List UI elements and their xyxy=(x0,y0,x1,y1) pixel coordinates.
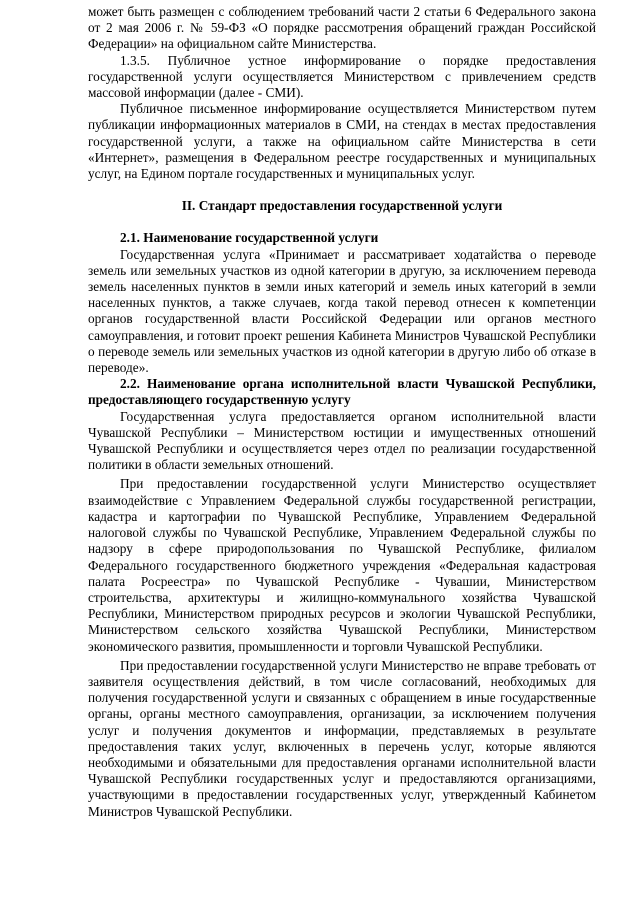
paragraph-service-provider: Государственная услуга предоставляется органом исполнительной власти Чувашской Республики – Министерством юстиции и имущественных отношений Чувашской Республики и осуществляется через отдел по реализации государственной политики в области земельных отношений. xyxy=(88,408,596,473)
subsection-2-1-title: 2.1. Наименование государственной услуги xyxy=(120,230,379,246)
paragraph-prohibitions: При предоставлении государственной услуги Министерство не вправе требовать от заявителя осуществления действий, в том числе согласований, необходимых для получения государственной услуги и связанных с обращением в иные государственные органы, органы местного самоуправления, организации, за исключением получения услуг и получения документов и информации, представляемых в результате предоставления таких услуг, включенных в перечень услуг, которые являются необходимыми и обязательными для предоставления органами исполнительной власти Чувашской Республики государственных услуг и предоставляются организациями, участвующими в предоставлении государственных услуг, утвержденный Кабинетом Министров Чувашской Республики. xyxy=(88,657,596,819)
paragraph-publication-site: может быть размещен с соблюдением требований части 2 статьи 6 Федерального закона от 2 мая 2006 г. № 59-ФЗ «О порядке рассмотрения обращений граждан Российской Федерации» на официальном сайте Министерства. xyxy=(88,4,596,52)
subsection-2-2-title: 2.2. Наименование органа исполнительной власти Чувашской Республики, предоставляющего государственную услугу xyxy=(88,376,596,408)
paragraph-interaction: При предоставлении государственной услуги Министерство осуществляет взаимодействие с Управлением Федеральной службы государственной регистрации, кадастра и картографии по Чувашской Республике, Управлением Федеральной налоговой службы по Чувашской Республике, Управлением Федеральной службы по надзору в сфере природопользования по Чувашской Республике, филиалом Федерального государственного бюджетного учреждения «Федеральная кадастровая палата Росреестра» по Чувашской Республике - Чувашии, Министерством строительства, архитектуры и жилищно-коммунального хозяйства Чувашской Республики, Министерством природных ресурсов и экологии Чувашской Республики, Министерством сельского хозяйства Чувашской Республики, Министерством экономического развития, промышленности и торговли Чувашской Республики. xyxy=(88,476,596,654)
paragraph-written-informing: Публичное письменное информирование осуществляется Министерством путем публикации информационных материалов в СМИ, на стендах в местах предоставления государственной услуги, а также на официальном сайте Министерства в сети «Интернет», размещения в Федеральном реестре государственных и муниципальных услуг, на Едином портале государственных и муниципальных услуг. xyxy=(88,101,596,182)
section-title: II. Стандарт предоставления государственной услуги xyxy=(181,198,503,214)
paragraph-1-3-5: 1.3.5. Публичное устное информирование о порядке предоставления государственной услуги осуществляется Министерством с привлечением средств массовой информации (далее - СМИ). xyxy=(88,52,596,101)
paragraph-service-name: Государственная услуга «Принимает и рассматривает ходатайства о переводе земель или земельных участков из одной категории в другую, за исключением перевода земель населенных пунктов в земли иных категорий и земель иных категорий в земли населенных пунктов, а также случаев, когда такой перевод отнесен к компетенции органов государственной власти Российской Федерации или органов местного самоуправления, и готовит проект решения Кабинета Министров Чувашской Республики о переводе земель или земельных участков из одной категории в другую либо об отказе в переводе». xyxy=(88,246,596,376)
document-page xyxy=(88,4,596,820)
